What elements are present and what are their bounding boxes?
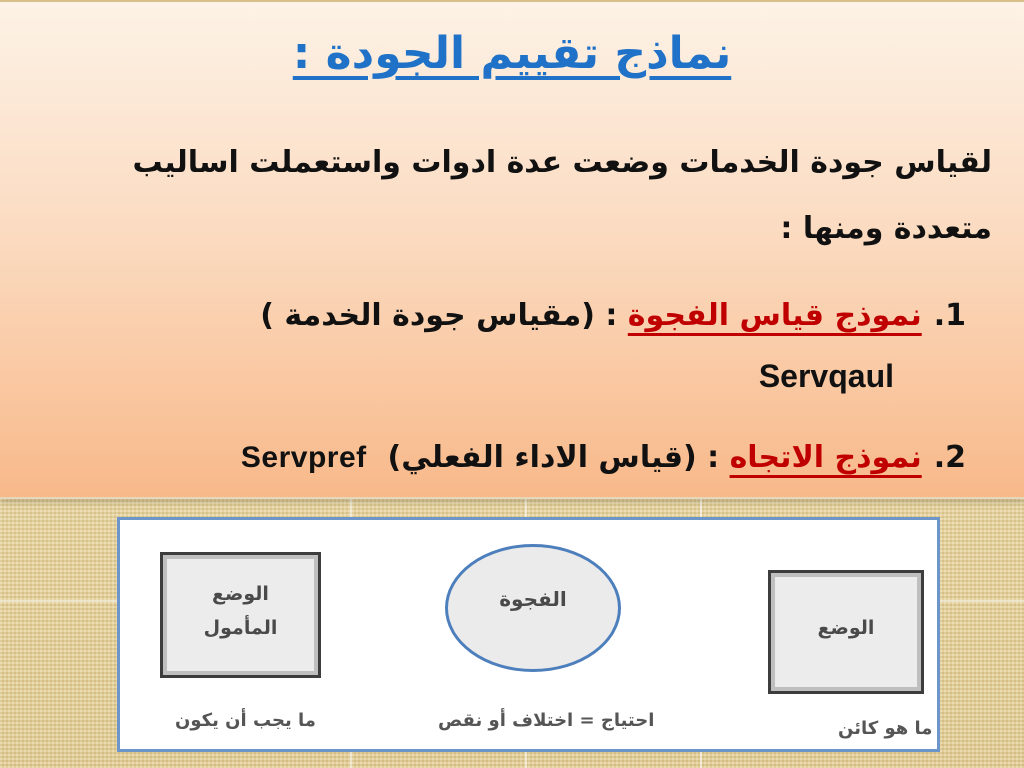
- current-state-box: [768, 570, 924, 694]
- model-latin-name: Servpref: [240, 441, 367, 474]
- caption-should-be: ما يجب أن يكون: [175, 710, 316, 731]
- model-latin-name: Servqaul: [758, 358, 894, 394]
- intro-line-2: متعددة ومنها :: [780, 211, 992, 246]
- item-number: 2.: [933, 440, 966, 475]
- box-label-line-2: المأمول: [203, 617, 278, 639]
- box-label: الوضع: [817, 617, 875, 639]
- ellipse-label: الفجوة: [499, 587, 567, 611]
- box-label-line-1: الوضع: [212, 583, 269, 605]
- model-description: : (مقياس جودة الخدمة ): [260, 298, 628, 333]
- caption-what-is: ما هو كائن: [838, 718, 933, 739]
- slide-title: نماذج تقييم الجودة :: [292, 28, 732, 79]
- list-item-gap-model: [86, 284, 966, 348]
- model-name: نموذج قياس الفجوة: [627, 298, 922, 333]
- model-name: نموذج الاتجاه: [729, 440, 922, 475]
- gap-ellipse: [445, 544, 621, 672]
- intro-paragraph: [12, 130, 992, 262]
- intro-line-1: لقياس جودة الخدمات وضعت عدة ادوات واستعملت اساليب: [132, 145, 992, 180]
- caption-need: احتياج = اختلاف أو نقص: [438, 710, 655, 731]
- item-number: 1.: [933, 298, 966, 333]
- expected-state-box: [160, 552, 321, 678]
- model-description: : (قياس الاداء الفعلي): [387, 440, 730, 475]
- list-item-attitude-model: [86, 426, 966, 490]
- gap-diagram: [117, 517, 940, 752]
